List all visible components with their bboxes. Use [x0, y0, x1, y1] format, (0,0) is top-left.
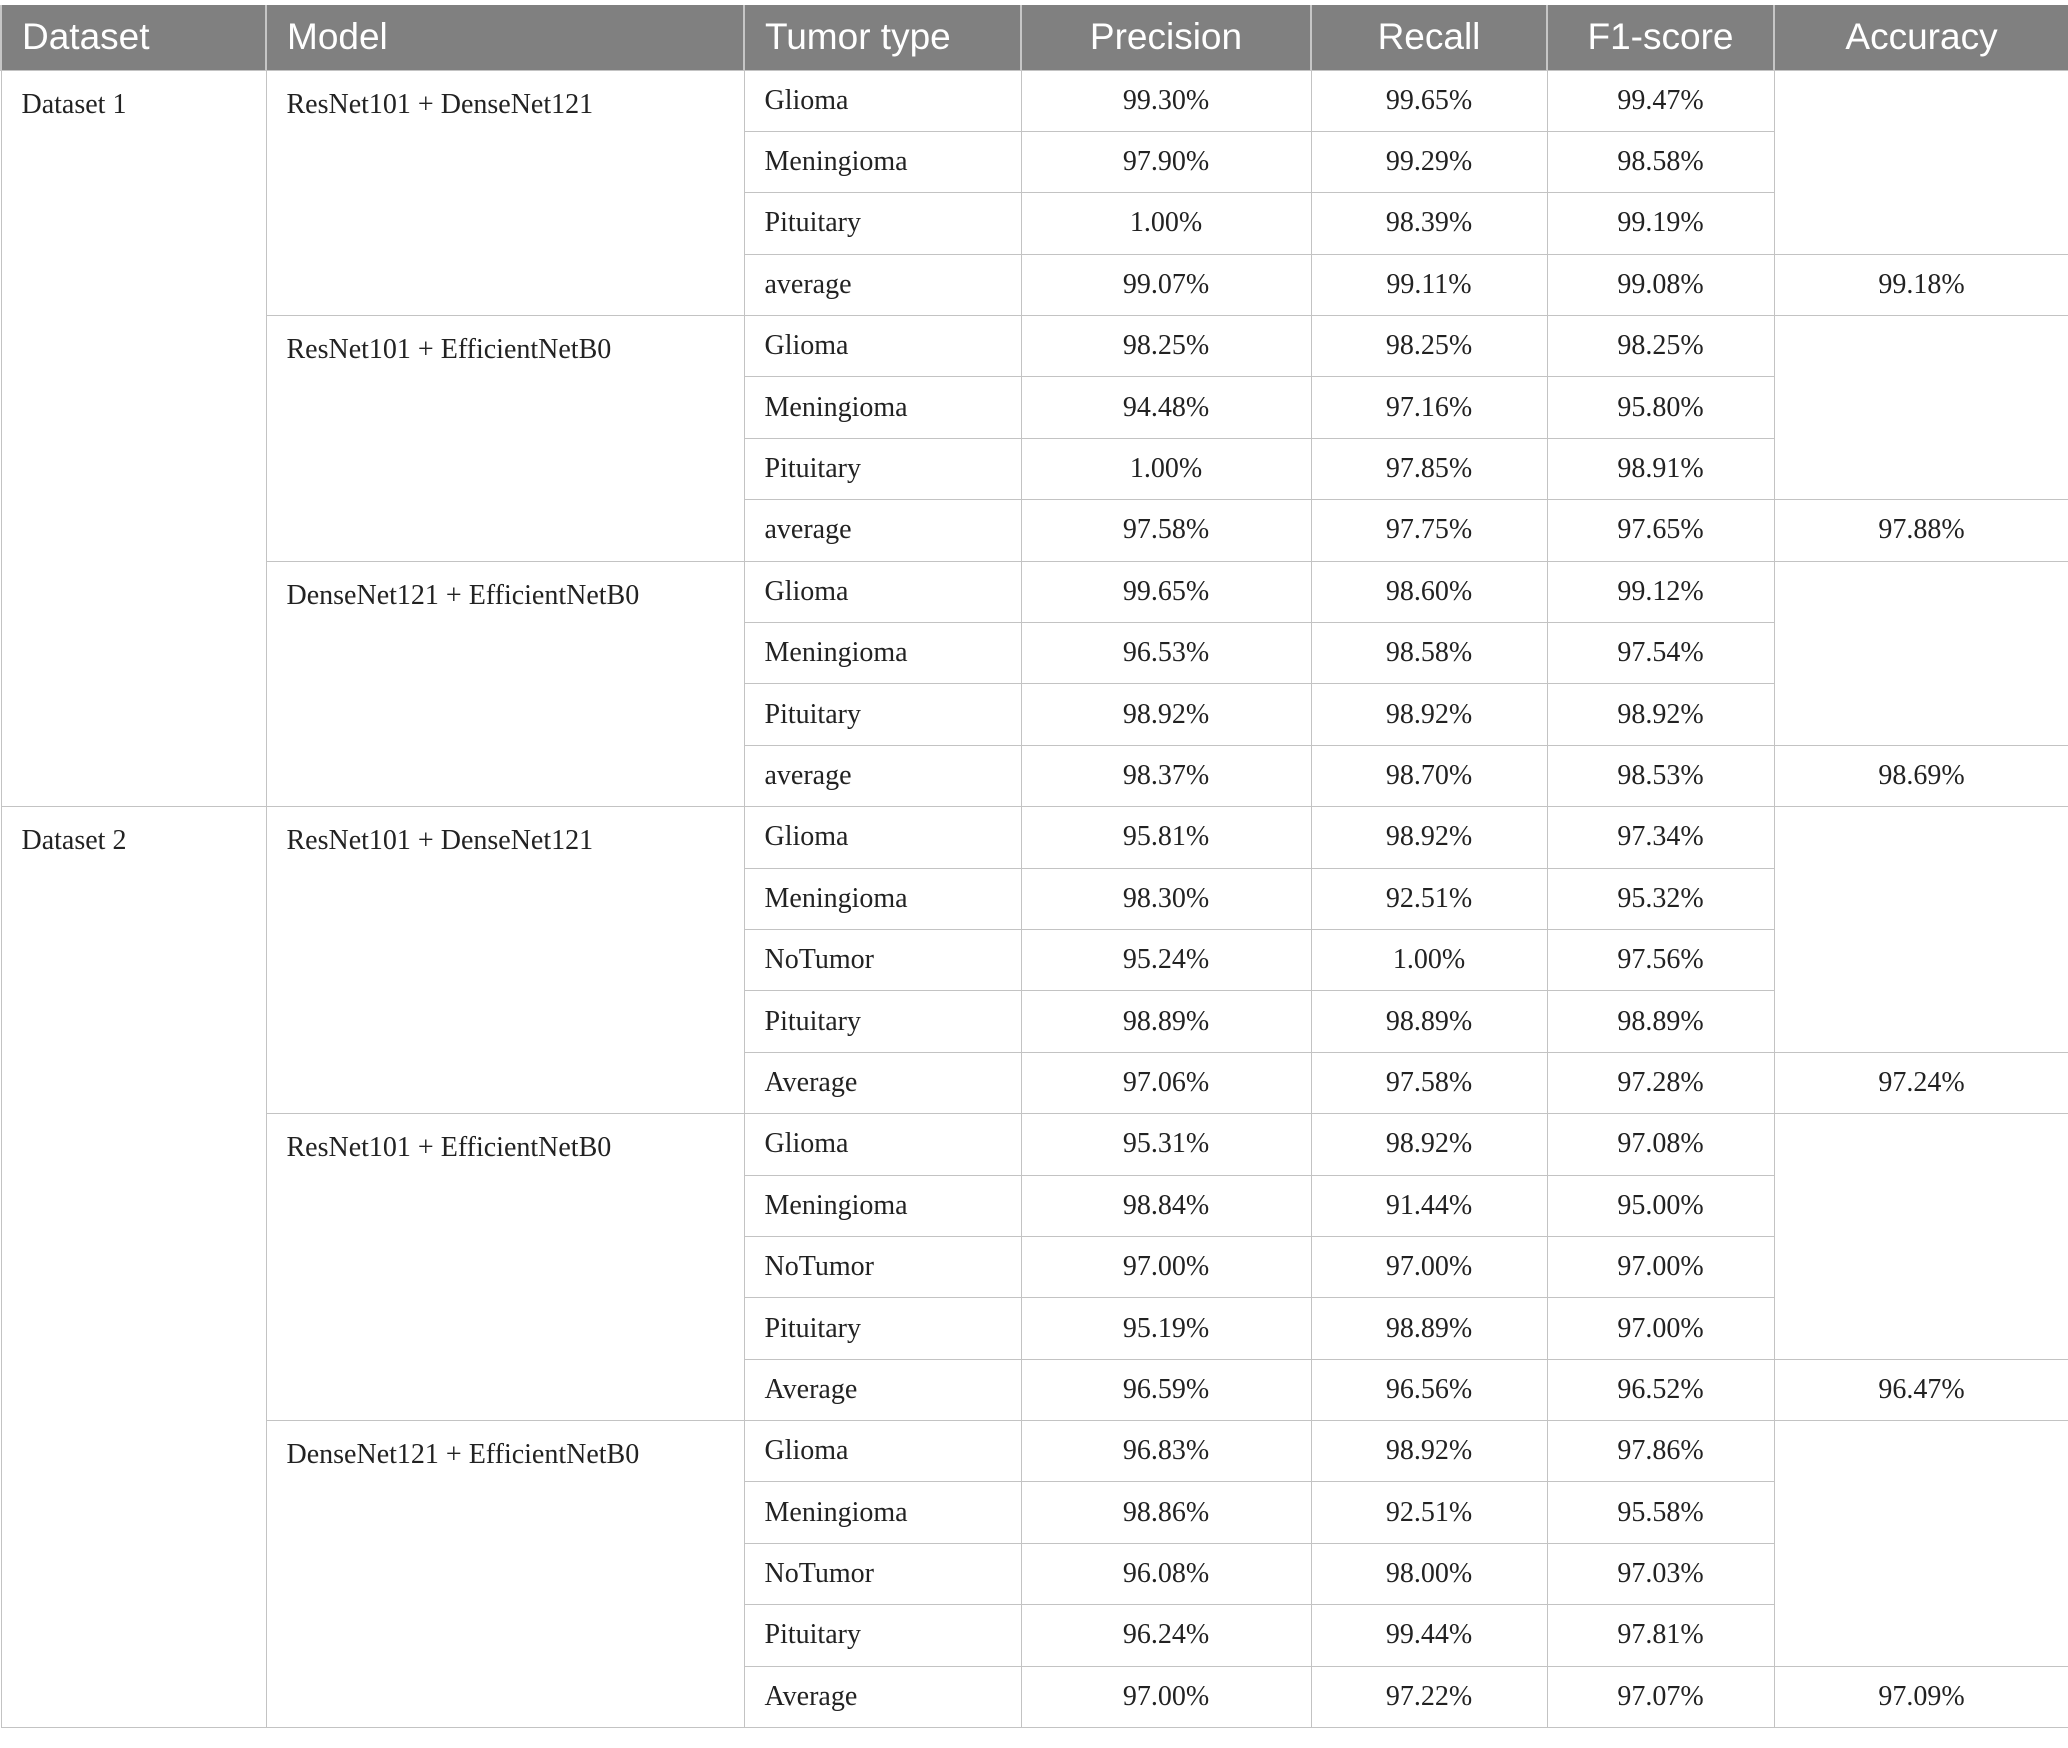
table-row	[1, 807, 2068, 868]
header-model: Model	[266, 5, 744, 70]
f1-score-cell: 97.65%	[1547, 500, 1774, 561]
recall-cell: 98.89%	[1311, 1298, 1547, 1359]
recall-cell: 97.16%	[1311, 377, 1547, 438]
f1-score-cell: 99.19%	[1547, 193, 1774, 254]
recall-cell: 96.56%	[1311, 1359, 1547, 1420]
f1-score-cell: 95.32%	[1547, 868, 1774, 929]
recall-cell: 97.58%	[1311, 1052, 1547, 1113]
recall-cell: 98.70%	[1311, 745, 1547, 806]
accuracy-empty-cell	[1774, 1114, 2068, 1360]
f1-score-cell: 97.00%	[1547, 1298, 1774, 1359]
table-body	[1, 70, 2068, 1728]
recall-cell: 99.65%	[1311, 70, 1547, 131]
f1-score-cell: 97.08%	[1547, 1114, 1774, 1175]
tumor-type-cell: Meningioma	[744, 868, 1021, 929]
header-precision: Precision	[1021, 5, 1311, 70]
precision-cell: 98.84%	[1021, 1175, 1311, 1236]
precision-cell: 96.83%	[1021, 1421, 1311, 1482]
tumor-type-cell: Glioma	[744, 1114, 1021, 1175]
tumor-type-cell: Glioma	[744, 316, 1021, 377]
tumor-type-cell: NoTumor	[744, 1543, 1021, 1604]
f1-score-cell: 95.00%	[1547, 1175, 1774, 1236]
recall-cell: 97.00%	[1311, 1236, 1547, 1297]
results-table	[0, 5, 2068, 1728]
tumor-type-cell: Pituitary	[744, 438, 1021, 499]
precision-cell: 96.08%	[1021, 1543, 1311, 1604]
f1-score-cell: 96.52%	[1547, 1359, 1774, 1420]
f1-score-cell: 97.54%	[1547, 623, 1774, 684]
precision-cell: 96.59%	[1021, 1359, 1311, 1420]
tumor-type-cell: Meningioma	[744, 1175, 1021, 1236]
header-recall: Recall	[1311, 5, 1547, 70]
accuracy-cell: 97.24%	[1774, 1052, 2068, 1113]
f1-score-cell: 97.07%	[1547, 1666, 1774, 1727]
precision-cell: 95.24%	[1021, 929, 1311, 990]
precision-cell: 99.30%	[1021, 70, 1311, 131]
tumor-type-cell: Meningioma	[744, 377, 1021, 438]
model-cell: ResNet101 + DenseNet121	[266, 70, 744, 316]
recall-cell: 1.00%	[1311, 929, 1547, 990]
recall-cell: 98.92%	[1311, 1421, 1547, 1482]
tumor-type-cell: Pituitary	[744, 193, 1021, 254]
recall-cell: 98.92%	[1311, 684, 1547, 745]
precision-cell: 97.58%	[1021, 500, 1311, 561]
precision-cell: 98.92%	[1021, 684, 1311, 745]
precision-cell: 94.48%	[1021, 377, 1311, 438]
tumor-type-cell: Glioma	[744, 70, 1021, 131]
tumor-type-cell: Average	[744, 1052, 1021, 1113]
table-row	[1, 316, 2068, 377]
precision-cell: 1.00%	[1021, 438, 1311, 499]
precision-cell: 97.06%	[1021, 1052, 1311, 1113]
f1-score-cell: 95.58%	[1547, 1482, 1774, 1543]
f1-score-cell: 97.28%	[1547, 1052, 1774, 1113]
precision-cell: 98.25%	[1021, 316, 1311, 377]
f1-score-cell: 98.25%	[1547, 316, 1774, 377]
dataset-cell: Dataset 1	[1, 70, 266, 807]
f1-score-cell: 99.08%	[1547, 254, 1774, 315]
tumor-type-cell: Pituitary	[744, 991, 1021, 1052]
f1-score-cell: 98.58%	[1547, 131, 1774, 192]
recall-cell: 98.58%	[1311, 623, 1547, 684]
tumor-type-cell: average	[744, 745, 1021, 806]
header-dataset: Dataset	[1, 5, 266, 70]
recall-cell: 98.39%	[1311, 193, 1547, 254]
f1-score-cell: 98.53%	[1547, 745, 1774, 806]
f1-score-cell: 97.34%	[1547, 807, 1774, 868]
f1-score-cell: 97.81%	[1547, 1605, 1774, 1666]
precision-cell: 99.65%	[1021, 561, 1311, 622]
accuracy-empty-cell	[1774, 807, 2068, 1053]
header-f1-score: F1-score	[1547, 5, 1774, 70]
recall-cell: 98.25%	[1311, 316, 1547, 377]
precision-cell: 96.24%	[1021, 1605, 1311, 1666]
accuracy-cell: 99.18%	[1774, 254, 2068, 315]
precision-cell: 96.53%	[1021, 623, 1311, 684]
recall-cell: 98.60%	[1311, 561, 1547, 622]
tumor-type-cell: Meningioma	[744, 623, 1021, 684]
f1-score-cell: 97.56%	[1547, 929, 1774, 990]
tumor-type-cell: Glioma	[744, 807, 1021, 868]
table-row	[1, 561, 2068, 622]
tumor-type-cell: Average	[744, 1359, 1021, 1420]
precision-cell: 97.00%	[1021, 1236, 1311, 1297]
recall-cell: 98.92%	[1311, 1114, 1547, 1175]
tumor-type-cell: Pituitary	[744, 684, 1021, 745]
precision-cell: 97.00%	[1021, 1666, 1311, 1727]
f1-score-cell: 98.89%	[1547, 991, 1774, 1052]
tumor-type-cell: average	[744, 500, 1021, 561]
header-row	[1, 5, 2068, 70]
precision-cell: 95.19%	[1021, 1298, 1311, 1359]
header-accuracy: Accuracy	[1774, 5, 2068, 70]
table-row	[1, 1421, 2068, 1482]
tumor-type-cell: Meningioma	[744, 1482, 1021, 1543]
accuracy-empty-cell	[1774, 561, 2068, 745]
table-header	[1, 5, 2068, 70]
model-cell: DenseNet121 + EfficientNetB0	[266, 561, 744, 807]
tumor-type-cell: Average	[744, 1666, 1021, 1727]
recall-cell: 99.44%	[1311, 1605, 1547, 1666]
precision-cell: 99.07%	[1021, 254, 1311, 315]
precision-cell: 98.89%	[1021, 991, 1311, 1052]
precision-cell: 98.30%	[1021, 868, 1311, 929]
recall-cell: 99.11%	[1311, 254, 1547, 315]
recall-cell: 92.51%	[1311, 1482, 1547, 1543]
f1-score-cell: 98.91%	[1547, 438, 1774, 499]
recall-cell: 98.00%	[1311, 1543, 1547, 1604]
dataset-cell: Dataset 2	[1, 807, 266, 1728]
tumor-type-cell: Glioma	[744, 561, 1021, 622]
tumor-type-cell: NoTumor	[744, 929, 1021, 990]
header-tumor-type: Tumor type	[744, 5, 1021, 70]
f1-score-cell: 99.12%	[1547, 561, 1774, 622]
tumor-type-cell: Meningioma	[744, 131, 1021, 192]
precision-cell: 98.37%	[1021, 745, 1311, 806]
recall-cell: 92.51%	[1311, 868, 1547, 929]
precision-cell: 95.81%	[1021, 807, 1311, 868]
recall-cell: 99.29%	[1311, 131, 1547, 192]
tumor-type-cell: Glioma	[744, 1421, 1021, 1482]
model-cell: DenseNet121 + EfficientNetB0	[266, 1421, 744, 1728]
recall-cell: 98.92%	[1311, 807, 1547, 868]
accuracy-empty-cell	[1774, 1421, 2068, 1667]
accuracy-empty-cell	[1774, 70, 2068, 254]
model-cell: ResNet101 + EfficientNetB0	[266, 316, 744, 562]
recall-cell: 97.85%	[1311, 438, 1547, 499]
precision-cell: 95.31%	[1021, 1114, 1311, 1175]
tumor-type-cell: Pituitary	[744, 1605, 1021, 1666]
accuracy-cell: 97.09%	[1774, 1666, 2068, 1727]
f1-score-cell: 97.86%	[1547, 1421, 1774, 1482]
recall-cell: 91.44%	[1311, 1175, 1547, 1236]
f1-score-cell: 97.00%	[1547, 1236, 1774, 1297]
table-row	[1, 1114, 2068, 1175]
model-cell: ResNet101 + EfficientNetB0	[266, 1114, 744, 1421]
f1-score-cell: 99.47%	[1547, 70, 1774, 131]
recall-cell: 97.22%	[1311, 1666, 1547, 1727]
tumor-type-cell: average	[744, 254, 1021, 315]
recall-cell: 97.75%	[1311, 500, 1547, 561]
precision-cell: 1.00%	[1021, 193, 1311, 254]
f1-score-cell: 97.03%	[1547, 1543, 1774, 1604]
accuracy-cell: 96.47%	[1774, 1359, 2068, 1420]
accuracy-cell: 97.88%	[1774, 500, 2068, 561]
precision-cell: 98.86%	[1021, 1482, 1311, 1543]
recall-cell: 98.89%	[1311, 991, 1547, 1052]
tumor-type-cell: Pituitary	[744, 1298, 1021, 1359]
f1-score-cell: 98.92%	[1547, 684, 1774, 745]
model-cell: ResNet101 + DenseNet121	[266, 807, 744, 1114]
table-row	[1, 70, 2068, 131]
accuracy-empty-cell	[1774, 316, 2068, 500]
accuracy-cell: 98.69%	[1774, 745, 2068, 806]
precision-cell: 97.90%	[1021, 131, 1311, 192]
f1-score-cell: 95.80%	[1547, 377, 1774, 438]
tumor-type-cell: NoTumor	[744, 1236, 1021, 1297]
